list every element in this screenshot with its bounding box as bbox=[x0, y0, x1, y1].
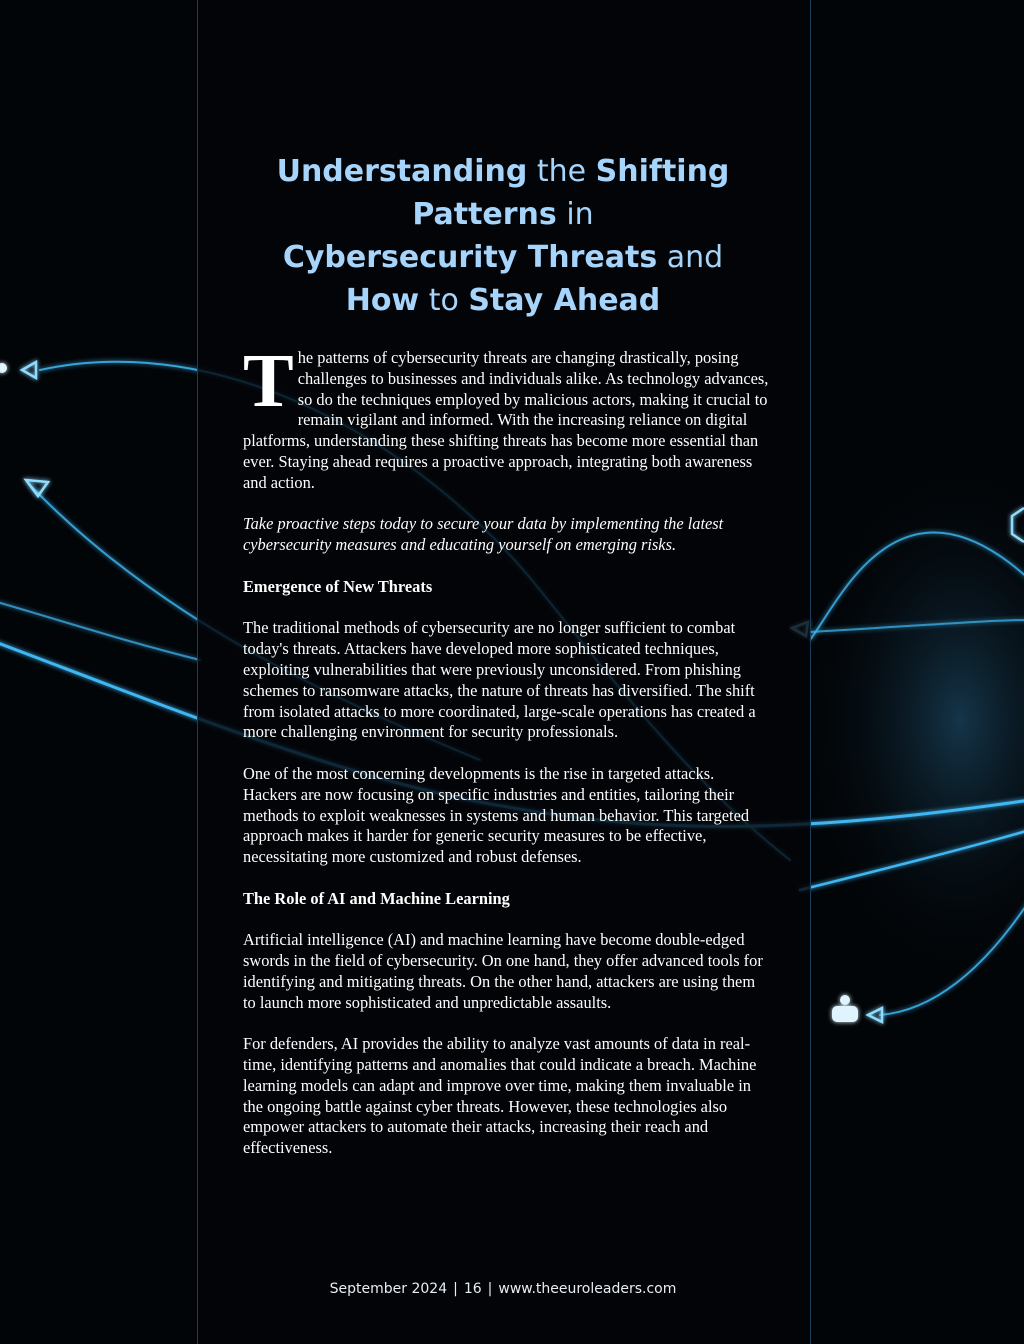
section-heading: The Role of AI and Machine Learning bbox=[243, 888, 510, 908]
body-paragraph: For defenders, AI provides the ability to analyze vast amounts of data in real-time, identifying patterns and anomalies that could indicate a breach. Machine learning models can adapt and improve over time, making them invaluable in the ongoing battle against cyber threats. However, these technologies also empower attackers to automate their attacks, increasing their reach and effectiveness. bbox=[243, 1034, 757, 1158]
intro-text: he patterns of cybersecurity threats are changing drastically, posing challenges to businesses and individuals alike. As technology advances, so do the techniques employed by malicious actors, making it crucial to remain vigilant and informed. With the increasing reliance on digital platforms, understanding these shifting threats has become more essential than ever. Staying ahead requires a proactive approach, integrating both awareness and action. bbox=[243, 348, 769, 492]
footer-separator: | bbox=[487, 1281, 493, 1297]
body-paragraph: Artificial intelligence (AI) and machine learning have become double-edged swords in the field of cybersecurity. On one hand, they offer advanced tools for identifying and mitigating threats. On the other hand, attackers are using them to launch more sophisticated and unpredictable assaults. bbox=[243, 930, 763, 1012]
page-number: 16 bbox=[463, 1281, 482, 1297]
title-word: to bbox=[419, 283, 469, 318]
footer-date: September 2024 bbox=[329, 1281, 448, 1297]
section-heading: Emergence of New Threats bbox=[243, 576, 433, 596]
footer-separator: | bbox=[453, 1281, 458, 1297]
title-word: Understanding bbox=[276, 154, 528, 189]
body-paragraph: One of the most concerning developments is the rise in targeted attacks. Hackers are now focusing on specific industries and entities, tailoring their methods to exploit weaknesses in systems and human behavior. This targeted approach makes it harder for generic security measures to be effective, necessitating more customized and robust defenses. bbox=[243, 763, 750, 867]
intro-paragraph bbox=[243, 339, 771, 494]
title-word: Shifting bbox=[595, 154, 730, 189]
title-word: How bbox=[345, 283, 420, 318]
drop-cap: T bbox=[243, 339, 294, 423]
body-paragraph: The traditional methods of cybersecurity are no longer sufficient to combat today's threats. Attackers have developed more sophisticated techniques, exploiting vulnerabilities that were previously unconsidered. From phishing schemes to ransomware attacks, the nature of threats has diversified. The shift from isolated attacks to more coordinated, large-scale operations has created a more challenging environment for security professionals. bbox=[243, 618, 756, 742]
title-word: Patterns bbox=[412, 197, 557, 232]
title-word: and bbox=[657, 240, 724, 275]
title-word: Cybersecurity Threats bbox=[282, 240, 658, 275]
title-word: the bbox=[527, 154, 596, 189]
title-word: Stay Ahead bbox=[468, 283, 661, 318]
footer-website-link[interactable]: www.theeuroleaders.com bbox=[498, 1281, 677, 1297]
article-body bbox=[243, 339, 771, 1180]
page-footer bbox=[197, 1281, 809, 1297]
article-title bbox=[243, 150, 763, 322]
callout-text: Take proactive steps today to secure your data by implementing the latest cybersecurity measures and educating yourself on emerging risks. bbox=[243, 514, 724, 555]
title-word: in bbox=[556, 197, 594, 232]
